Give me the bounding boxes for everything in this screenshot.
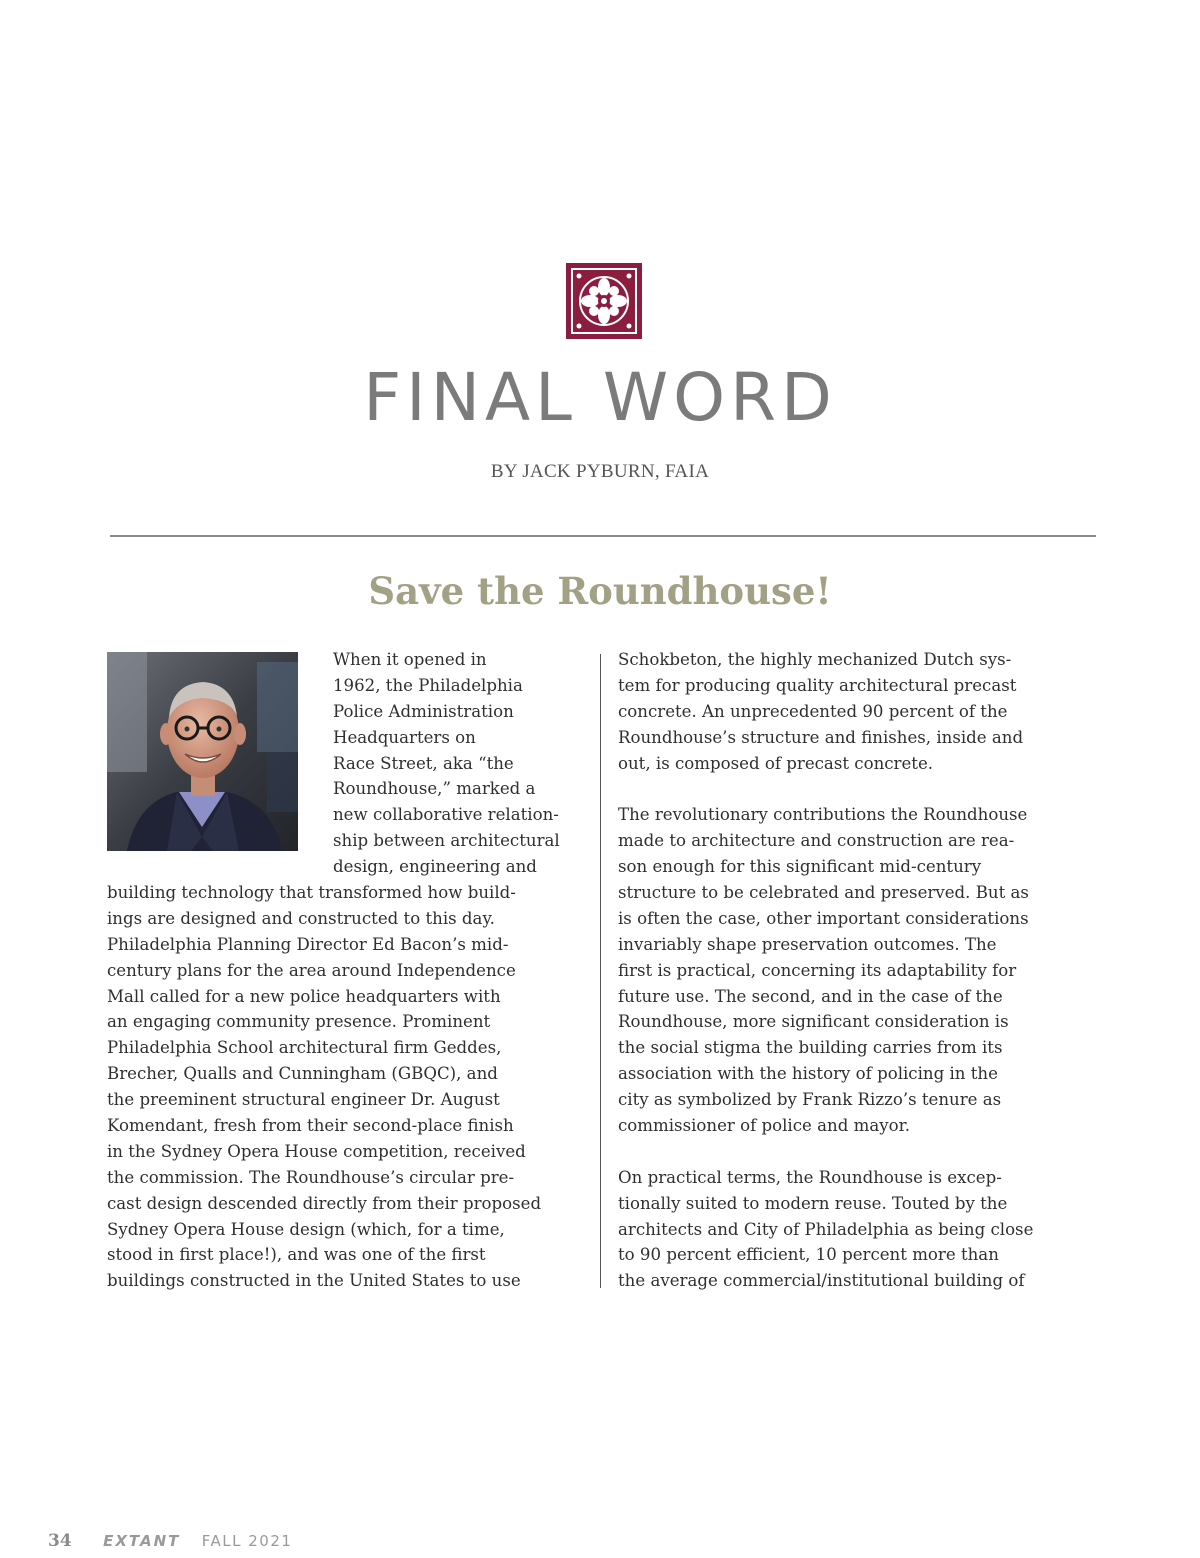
text-line: association with the history of policing in the [618, 1064, 998, 1084]
text-line: the preeminent structural engineer Dr. August [107, 1090, 500, 1110]
text-line: Race Street, aka “the [333, 753, 514, 773]
text-line: Roundhouse, more significant consideration is [618, 1012, 1009, 1032]
text-line: the social stigma the building carries from its [618, 1038, 1003, 1058]
text-line: invariably shape preservation outcomes. The [618, 934, 997, 954]
text-line: The revolutionary contributions the Roundhouse [618, 805, 1028, 825]
issue-label: FALL 2021 [201, 1532, 293, 1550]
text-line: concrete. An unprecedented 90 percent of the [618, 701, 1008, 721]
text-line: buildings constructed in the United States to use [107, 1271, 521, 1291]
text-line: is often the case, other important considerations [618, 908, 1029, 928]
text-line: stood in first place!), and was one of the first [107, 1245, 486, 1265]
text-line: Brecher, Qualls and Cunningham (GBQC), and [107, 1064, 498, 1084]
text-line: new collaborative relation- [333, 805, 559, 825]
text-line: When it opened in [333, 650, 487, 669]
text-line: Philadelphia School architectural firm Geddes, [107, 1038, 502, 1058]
article-headline: Save the Roundhouse! [368, 569, 832, 613]
text-line: Philadelphia Planning Director Ed Bacon’s mid- [107, 934, 509, 954]
text-line: future use. The second, and in the case of the [618, 986, 1003, 1006]
divider [110, 535, 1096, 537]
text-line: Roundhouse,” marked a [333, 779, 536, 799]
column-divider [600, 654, 601, 1288]
text-line: Headquarters on [333, 727, 476, 747]
text-line: to 90 percent efficient, 10 percent more than [618, 1245, 999, 1265]
text-line: son enough for this significant mid-century [618, 857, 982, 877]
page-number: 34 [48, 1531, 72, 1551]
text-line: Schokbeton, the highly mechanized Dutch sys- [618, 650, 1012, 669]
text-line: Komendant, fresh from their second-place finish [107, 1116, 514, 1136]
text-line: Mall called for a new police headquarters with [107, 986, 501, 1006]
text-line: tionally suited to modern reuse. Touted by the [618, 1193, 1008, 1213]
byline: BY JACK PYBURN, FAIA [490, 461, 710, 482]
text-line: ings are designed and constructed to this day. [107, 908, 495, 928]
text-line: century plans for the area around Independence [107, 960, 516, 980]
text-line: cast design descended directly from their proposed [107, 1193, 542, 1213]
text-line: building technology that transformed how build- [107, 883, 516, 903]
text-line: architects and City of Philadelphia as being close [618, 1219, 1034, 1239]
text-line: Police Administration [333, 701, 514, 721]
right-column [618, 647, 1088, 1294]
text-line: Sydney Opera House design (which, for a time, [107, 1219, 505, 1239]
text-line: in the Sydney Opera House competition, received [107, 1141, 526, 1161]
text-line: ship between architectural [333, 831, 560, 851]
text-line: tem for producing quality architectural precast [618, 675, 1017, 695]
paragraph-gap [618, 1139, 1088, 1165]
text-line: the commission. The Roundhouse’s circular pre- [107, 1167, 515, 1187]
text-line: the average commercial/institutional building of [618, 1271, 1025, 1291]
text-line: an engaging community presence. Prominent [107, 1012, 491, 1032]
text-line: commissioner of police and mayor. [618, 1116, 910, 1136]
text-line: On practical terms, the Roundhouse is excep- [618, 1167, 1002, 1187]
text-line: made to architecture and construction are rea- [618, 831, 1015, 851]
text-line: structure to be celebrated and preserved. But as [618, 883, 1029, 903]
text-line: out, is composed of precast concrete. [618, 753, 934, 773]
text-line: city as symbolized by Frank Rizzo’s tenure as [618, 1090, 1002, 1110]
ornamental-tile-icon [566, 263, 642, 339]
text-line: first is practical, concerning its adaptability for [618, 960, 1017, 980]
text-line: Roundhouse’s structure and finishes, inside and [618, 727, 1024, 747]
left-column [107, 647, 587, 1294]
text-line: 1962, the Philadelphia [333, 675, 523, 695]
section-title: FINAL WORD [363, 359, 837, 436]
paragraph-gap [618, 776, 1088, 802]
magazine-name: EXTANT [103, 1532, 181, 1550]
text-line: design, engineering and [333, 857, 537, 877]
page-footer [48, 1531, 292, 1551]
